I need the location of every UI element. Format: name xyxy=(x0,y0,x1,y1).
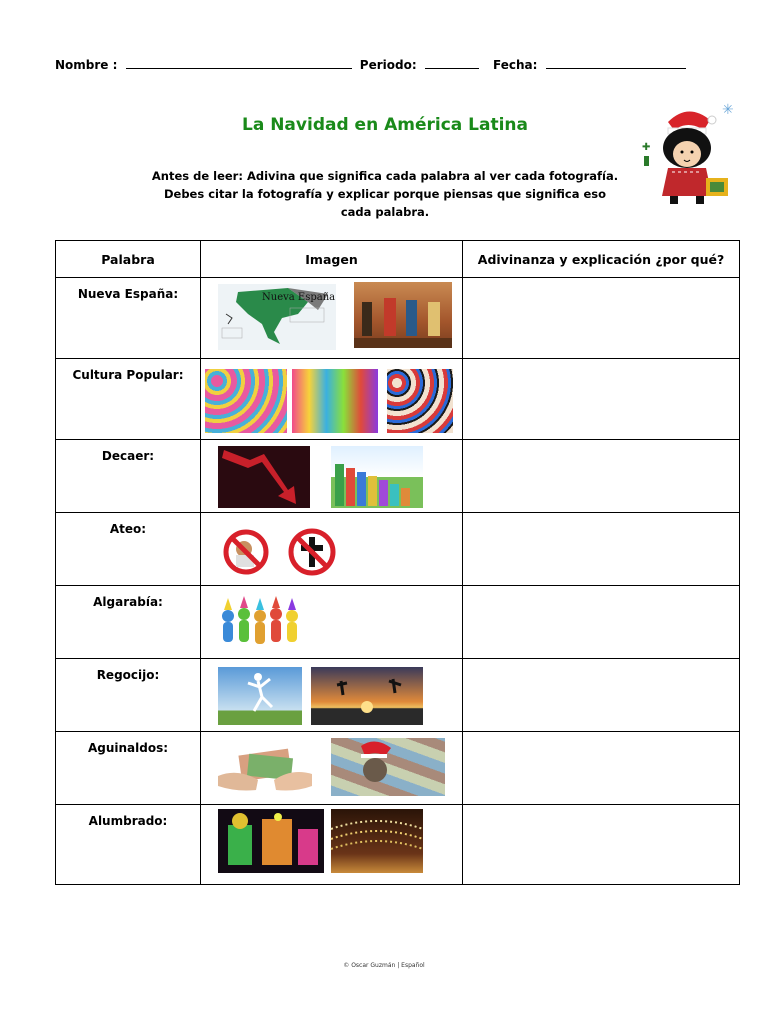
vocab-word: Nueva España: xyxy=(56,278,201,359)
table-row xyxy=(56,805,740,885)
instructions-text: Antes de leer: Adivina que significa cada palabra al ver cada fotografía. Debes citar la fotografía y explicar porque piensas que significa eso cada palabra. xyxy=(151,169,619,219)
footer-credit: © Oscar Guzmán | Español xyxy=(343,962,425,969)
vocabulary-table xyxy=(55,240,740,885)
date-label: Fecha: xyxy=(493,58,538,72)
sunset-jumpers-image xyxy=(311,667,423,725)
image-cell xyxy=(201,440,463,513)
date-field[interactable] xyxy=(546,56,686,69)
name-field[interactable] xyxy=(126,56,352,69)
image-cell xyxy=(201,732,463,805)
jumping-woman-image xyxy=(218,667,302,725)
table-row xyxy=(56,278,740,359)
period-field[interactable] xyxy=(425,56,479,69)
mafalda-christmas-illustration xyxy=(640,100,732,208)
street-lights-image xyxy=(331,809,423,873)
aztec-codex-image xyxy=(354,282,452,348)
student-info-line xyxy=(55,56,675,72)
name-label: Nombre : xyxy=(55,58,118,72)
christmas-bills-image xyxy=(331,738,445,796)
answer-cell[interactable] xyxy=(463,586,740,659)
party-people-image xyxy=(218,594,310,654)
sugar-skulls-image xyxy=(205,369,287,433)
column-header-imagen: Imagen xyxy=(201,241,463,278)
document-title: La Navidad en América Latina xyxy=(241,115,529,135)
vocab-word: Regocijo: xyxy=(56,659,201,732)
table-row xyxy=(56,359,740,440)
answer-cell[interactable] xyxy=(463,278,740,359)
image-cell xyxy=(201,278,463,359)
column-header-palabra: Palabra xyxy=(56,241,201,278)
answer-cell[interactable] xyxy=(463,732,740,805)
table-row xyxy=(56,659,740,732)
svg-text:✳: ✳ xyxy=(722,102,734,118)
image-cell xyxy=(201,586,463,659)
decline-bar-graph-image xyxy=(331,446,423,508)
answer-cell[interactable] xyxy=(463,359,740,440)
table-row xyxy=(56,440,740,513)
table-header-row xyxy=(56,241,740,278)
festive-lights-image xyxy=(218,809,324,873)
vocab-word: Cultura Popular: xyxy=(56,359,201,440)
answer-cell[interactable] xyxy=(463,659,740,732)
table-row xyxy=(56,586,740,659)
pinatas-image xyxy=(292,369,378,433)
falling-arrow-image xyxy=(218,446,310,508)
period-label: Periodo: xyxy=(359,58,417,72)
svg-text:✚: ✚ xyxy=(642,142,651,153)
nueva-espana-map-image xyxy=(218,284,336,350)
image-cell xyxy=(201,359,463,440)
answer-cell[interactable] xyxy=(463,440,740,513)
money-handoff-image xyxy=(218,746,312,796)
table-row xyxy=(56,513,740,586)
vocab-word: Algarabía: xyxy=(56,586,201,659)
answer-cell[interactable] xyxy=(463,513,740,586)
map-title: Nueva España xyxy=(262,292,336,303)
image-cell xyxy=(201,513,463,586)
vocab-word: Alumbrado: xyxy=(56,805,201,885)
vocab-word: Ateo: xyxy=(56,513,201,586)
no-cross-sign-image xyxy=(287,527,337,577)
folk-dolls-image xyxy=(387,369,453,433)
image-cell xyxy=(201,659,463,732)
answer-cell[interactable] xyxy=(463,805,740,885)
vocab-word: Aguinaldos: xyxy=(56,732,201,805)
no-religion-sign-image xyxy=(218,527,274,577)
column-header-adivinanza: Adivinanza y explicación ¿por qué? xyxy=(463,241,740,278)
image-cell xyxy=(201,805,463,885)
table-row xyxy=(56,732,740,805)
vocab-word: Decaer: xyxy=(56,440,201,513)
